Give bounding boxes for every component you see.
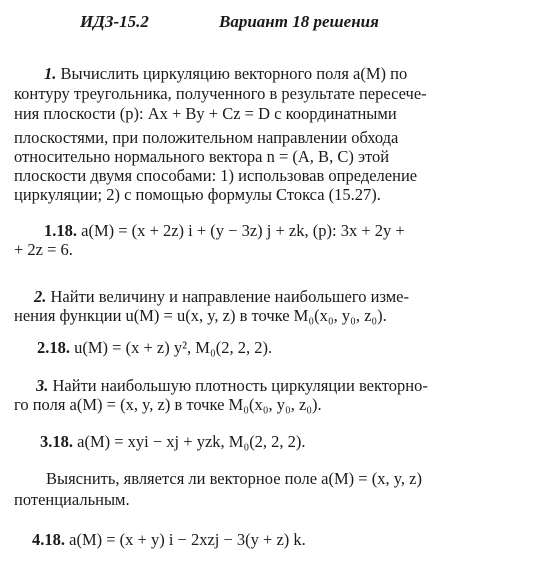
variant-title: Вариант 18 решения xyxy=(219,12,379,31)
document-header xyxy=(0,12,534,36)
task1-line-4: плоскостями, при положительном направлении обхода xyxy=(14,128,399,147)
task2-18-formula: u(M) = (x + z) y², M₀(2, 2, 2). xyxy=(74,338,273,357)
task3-line-2: го поля a(M) = (x, y, z) в точке M₀(x₀, y₀, z₀). xyxy=(14,395,322,414)
task2-number: 2. xyxy=(34,287,47,306)
task2-line-2: нения функции u(M) = u(x, y, z) в точке M₀(x₀, y₀, z₀). xyxy=(14,306,387,325)
task1-line-1 xyxy=(44,64,499,84)
task2-18-number: 2.18. xyxy=(37,338,70,357)
task1-18-line-2: + 2z = 6. xyxy=(14,240,73,259)
task1-18-line-1 xyxy=(44,221,405,241)
task1-line-6: плоскости двумя способами: 1) использовав определение xyxy=(14,166,418,185)
task4-line-2: потенциальным. xyxy=(14,490,130,509)
task1-line-5: относительно нормального вектора n = (A, B, C) этой xyxy=(14,147,390,166)
task3-text-1: Найти наибольшую плотность циркуляции векторно- xyxy=(52,376,428,395)
task3-line-1 xyxy=(36,376,428,396)
task1-line-2: контуру треугольника, полученного в результате пересече- xyxy=(14,84,427,103)
task3-number: 3. xyxy=(36,376,49,395)
task2-line-1 xyxy=(34,287,409,307)
task2-text-1: Найти величину и направление наибольшего изме- xyxy=(50,287,409,306)
task1-18-number: 1.18. xyxy=(44,221,77,240)
task3-18-line xyxy=(40,432,306,452)
assignment-code: ИДЗ-15.2 xyxy=(80,12,149,31)
task4-18-line xyxy=(32,530,306,550)
task1-line-7: циркуляции; 2) с помощью формулы Стокса (15.27). xyxy=(14,185,381,204)
task1-number: 1. xyxy=(44,64,57,83)
task4-18-formula: a(M) = (x + y) i − 2xzj − 3(y + z) k. xyxy=(69,530,306,549)
task1-line-3: ния плоскости (p): Ax + By + Cz = D с координатными xyxy=(14,104,397,123)
task1-18-formula: a(M) = (x + 2z) i + (y − 3z) j + zk, (p): 3x + 2y + xyxy=(81,221,405,240)
task3-18-formula: a(M) = xyi − xj + yzk, M₀(2, 2, 2). xyxy=(77,432,306,451)
task2-18-line xyxy=(37,338,272,358)
task4-18-number: 4.18. xyxy=(32,530,65,549)
task3-18-number: 3.18. xyxy=(40,432,73,451)
task4-line-1: Выяснить, является ли векторное поле a(M) = (x, y, z) xyxy=(46,469,422,488)
task1-text-1: Вычислить циркуляцию векторного поля a(M) по xyxy=(60,64,408,83)
